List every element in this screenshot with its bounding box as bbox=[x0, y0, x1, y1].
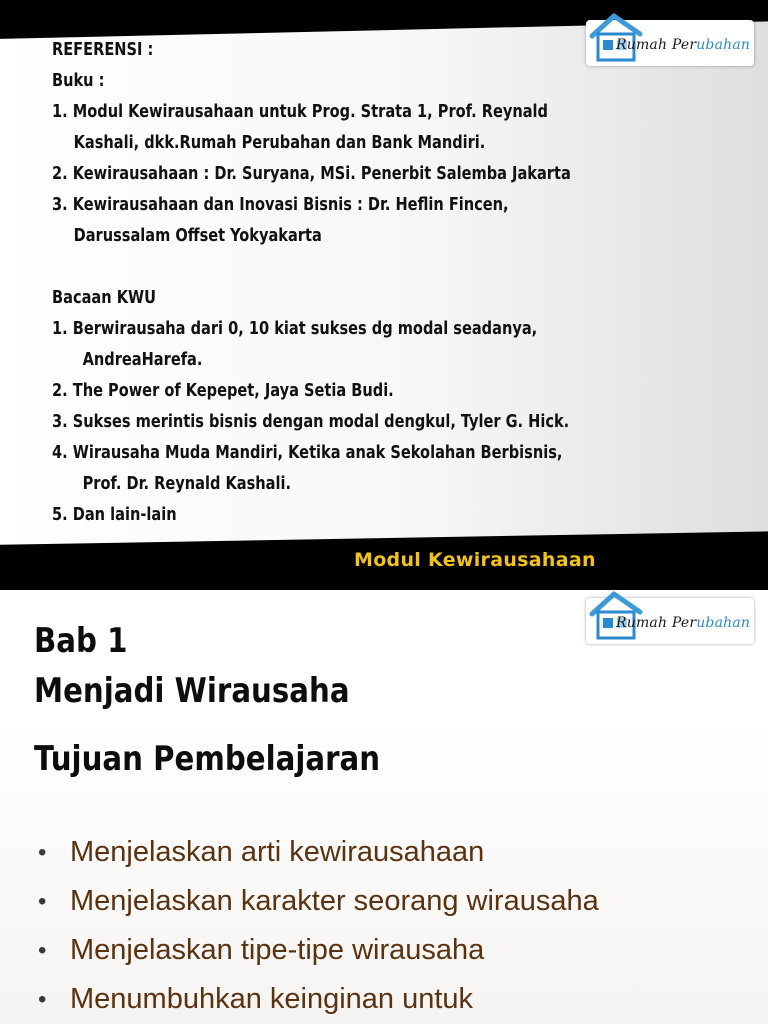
bullet-icon: • bbox=[38, 986, 47, 1013]
book-item-2: 2. Kewirausahaan : Dr. Suryana, MSi. Penerbit Salemba Jakarta bbox=[52, 163, 571, 184]
reading-item-4-line-2: Prof. Dr. Reynald Kashali. bbox=[82, 473, 291, 494]
reading-item-2: 2. The Power of Kepepet, Jaya Setia Budi. bbox=[52, 380, 394, 401]
list-item bbox=[38, 877, 599, 926]
rumah-perubahan-logo bbox=[586, 590, 758, 650]
logo-wordmark: Rumah Perubahan bbox=[616, 37, 751, 53]
reading-item-4-line-1: 4. Wirausaha Muda Mandiri, Ketika anak Sekolahan Berbisnis, bbox=[52, 442, 563, 463]
list-item bbox=[38, 926, 599, 975]
objectives-list bbox=[38, 828, 599, 1024]
chapter-title: Menjadi Wirausaha bbox=[34, 671, 350, 711]
bullet-icon: • bbox=[38, 888, 47, 915]
objective-text: Menumbuhkan keinginan untuk bbox=[70, 983, 474, 1015]
footer-module-title: Modul Kewirausahaan bbox=[354, 549, 596, 571]
logo-wordmark: Rumah Perubahan bbox=[616, 615, 751, 631]
book-item-3-line-1: 3. Kewirausahaan dan Inovasi Bisnis : Dr. Heflin Fincen, bbox=[52, 194, 509, 215]
book-item-1-line-1: 1. Modul Kewirausahaan untuk Prog. Strata 1, Prof. Reynald bbox=[52, 101, 548, 122]
section-title: Tujuan Pembelajaran bbox=[34, 739, 381, 779]
reading-item-3: 3. Sukses merintis bisnis dengan modal dengkul, Tyler G. Hick. bbox=[52, 411, 570, 432]
chapter-heading bbox=[34, 616, 350, 716]
objective-text: Menjelaskan karakter seorang wirausaha bbox=[70, 885, 599, 917]
spacer bbox=[52, 251, 664, 282]
references-heading: REFERENSI : bbox=[52, 39, 154, 60]
reading-item-1-line-2: AndreaHarefa. bbox=[82, 349, 203, 370]
bullet-icon: • bbox=[38, 937, 47, 964]
reading-item-5: 5. Dan lain-lain bbox=[52, 504, 177, 525]
list-item bbox=[38, 828, 599, 877]
rumah-perubahan-logo bbox=[586, 10, 758, 72]
reading-label: Bacaan KWU bbox=[52, 287, 156, 308]
objective-text: Menjelaskan arti kewirausahaan bbox=[70, 836, 485, 868]
slide-chapter-1 bbox=[0, 590, 768, 1024]
books-label: Buku : bbox=[52, 70, 105, 91]
objective-text: Menjelaskan tipe-tipe wirausaha bbox=[70, 934, 485, 966]
chapter-number: Bab 1 bbox=[34, 621, 128, 661]
book-item-1-line-2: Kashali, dkk.Rumah Perubahan dan Bank Mandiri. bbox=[73, 132, 486, 153]
bullet-icon: • bbox=[38, 839, 47, 866]
list-item bbox=[38, 975, 599, 1024]
references-text bbox=[52, 34, 664, 530]
reading-item-1-line-1: 1. Berwirausaha dari 0, 10 kiat sukses dg modal seadanya, bbox=[52, 318, 538, 339]
book-item-3-line-2: Darussalam Offset Yokyakarta bbox=[73, 225, 322, 246]
